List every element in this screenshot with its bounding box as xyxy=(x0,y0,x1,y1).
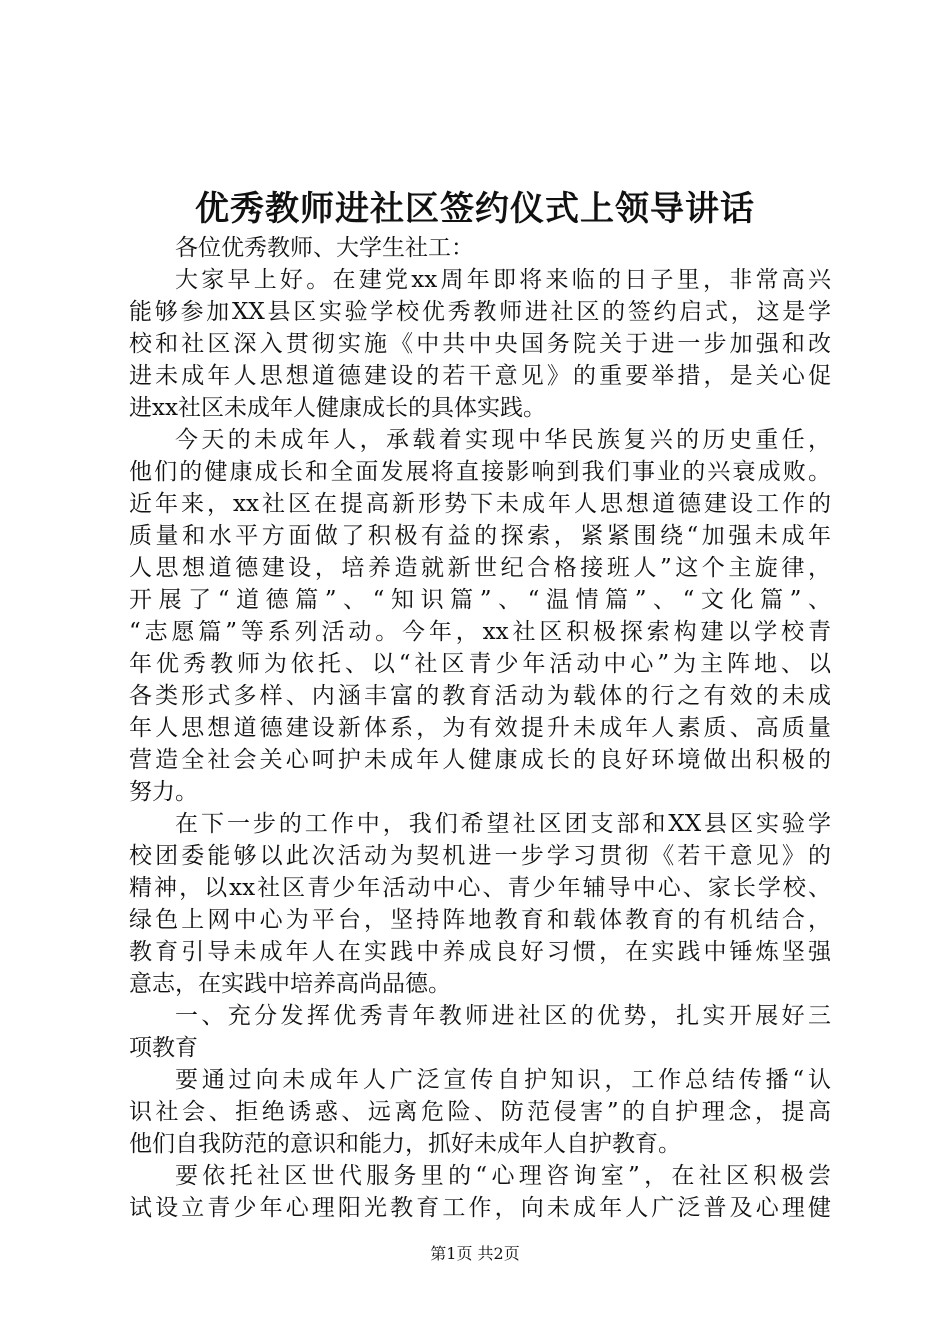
body-line: 能够参加XX县区实验学校优秀教师进社区的签约启式，这是学 xyxy=(129,299,831,325)
body-line: 校和社区深入贯彻实施《中共中央国务院关于进一步加强和改 xyxy=(129,331,831,357)
body-line: 教育引导未成年人在实践中养成良好习惯，在实践中锤炼坚强 xyxy=(129,939,831,965)
body-line: 进xx社区未成年人健康成长的具体实践。 xyxy=(129,395,546,421)
body-line: 人思想道德建设，培养造就新世纪合格接班人”这个主旋律， xyxy=(129,555,831,581)
body-line: 近年来，xx社区在提高新形势下未成年人思想道德建设工作的 xyxy=(129,491,831,517)
body-line: 绿色上网中心为平台，坚持阵地教育和载体教育的有机结合， xyxy=(129,907,831,933)
body-line: 努力。 xyxy=(129,779,198,805)
body-line: 质量和水平方面做了积极有益的探索，紧紧围绕“加强未成年 xyxy=(129,523,831,549)
body-line: 营造全社会关心呵护未成年人健康成长的良好环境做出积极的 xyxy=(129,747,831,773)
body-line: 年优秀教师为依托、以“社区青少年活动中心”为主阵地、以 xyxy=(129,651,831,677)
body-line: 今天的未成年人，承载着实现中华民族复兴的历史重任， xyxy=(175,427,831,453)
body-line: 识社会、拒绝诱惑、远离危险、防范侵害”的自护理念，提高 xyxy=(129,1099,831,1125)
body-line: “志愿篇”等系列活动。今年，xx社区积极探索构建以学校青 xyxy=(129,619,831,645)
body-line: 要依托社区世代服务里的“心理咨询室”，在社区积极尝 xyxy=(175,1163,831,1189)
body-line: 进未成年人思想道德建设的若干意见》的重要举措，是关心促 xyxy=(129,363,831,389)
body-line: 校团委能够以此次活动为契机进一步学习贯彻《若干意见》的 xyxy=(129,843,831,869)
document-body xyxy=(129,232,831,1224)
body-line: 各位优秀教师、大学生社工： xyxy=(175,235,474,261)
body-line: 开展了“道德篇”、“知识篇”、“温情篇”、“文化篇”、 xyxy=(129,587,831,613)
body-line: 他们自我防范的意识和能力，抓好未成年人自护教育。 xyxy=(129,1131,681,1157)
body-line: 年人思想道德建设新体系，为有效提升未成年人素质、高质量 xyxy=(129,715,831,741)
body-line: 一、充分发挥优秀青年教师进社区的优势，扎实开展好三 xyxy=(175,1003,831,1029)
page-footer: 第1页 共2页 xyxy=(430,1244,520,1263)
body-line: 意志，在实践中培养高尚品德。 xyxy=(129,971,451,997)
body-line: 大家早上好。在建党xx周年即将来临的日子里，非常高兴 xyxy=(175,267,831,293)
body-line: 精神，以xx社区青少年活动中心、青少年辅导中心、家长学校、 xyxy=(129,875,831,901)
document-title: 优秀教师进社区签约仪式上领导讲话 xyxy=(195,189,755,229)
body-line: 各类形式多样、内涵丰富的教育活动为载体的行之有效的未成 xyxy=(129,683,831,709)
body-line: 要通过向未成年人广泛宣传自护知识，工作总结传播“认 xyxy=(175,1067,831,1093)
body-line: 项教育 xyxy=(129,1035,198,1061)
body-line: 在下一步的工作中，我们希望社区团支部和XX县区实验学 xyxy=(175,811,831,837)
body-line: 试设立青少年心理阳光教育工作，向未成年人广泛普及心理健 xyxy=(129,1195,831,1221)
body-line: 他们的健康成长和全面发展将直接影响到我们事业的兴衰成败。 xyxy=(129,459,831,485)
